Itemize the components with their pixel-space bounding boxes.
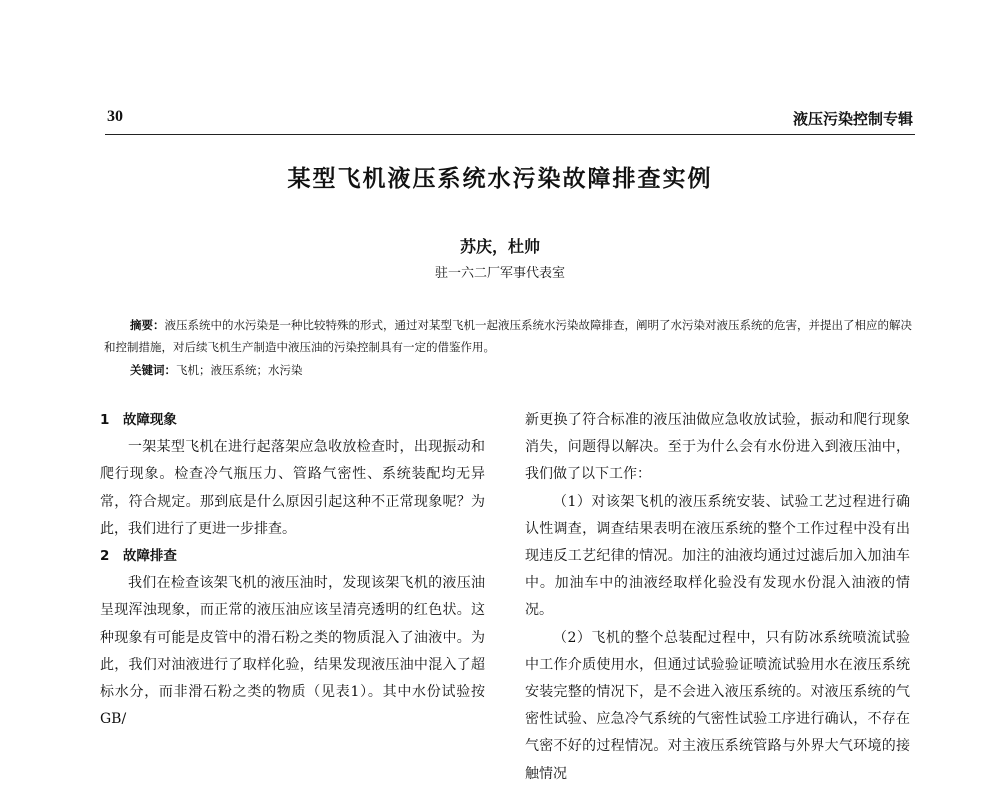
abstract-text: 液压系统中的水污染是一种比较特殊的形式，通过对某型飞机一起液压系统水污染故障排查，阐明了水污染对液压系统的危害，并提出了相应的解决和控制措施，对后续飞机生产制造中液压油的污染控制具有一定的借鉴作用。	[104, 318, 912, 354]
authors: 苏庆，杜帅	[459, 237, 540, 256]
section-heading-2: 2 故障排查	[100, 548, 177, 565]
keywords	[130, 360, 303, 380]
abstract-label: 摘要：	[130, 318, 165, 332]
abstract	[104, 314, 916, 358]
section-2-paragraph: 我们在检查该架飞机的液压油时，发现该架飞机的液压油呈现浑浊现象，而正常的液压油应该呈清亮透明的红色状。这种现象有可能是皮管中的滑石粉之类的物质混入了油液中。为此，我们对油液进行了取样化验，结果发现液压油中混入了超标水分，而非滑石粉之类的物质（见表1）。其中水份试验按GB/	[100, 575, 485, 728]
left-column	[100, 407, 485, 733]
page-number: 30	[107, 108, 123, 125]
right-paragraph-1: 新更换了符合标准的液压油做应急收放试验，振动和爬行现象消失，问题得以解决。至于为什么会有水份进入到液压油中，我们做了以下工作：	[525, 412, 910, 483]
right-paragraph-2: （1）对该架飞机的液压系统安装、试验工艺过程进行确认性调查，调查结果表明在液压系统的整个工作过程中没有出现违反工艺纪律的情况。加注的油液均通过过滤后加入加油车中。加油车中的油液经取样化验没有发现水份混入油液的情况。	[525, 493, 910, 619]
keywords-text: 飞机；液压系统；水污染	[176, 363, 303, 377]
affiliation: 驻一六二厂军事代表室	[434, 266, 565, 281]
right-column	[525, 407, 910, 788]
article-title: 某型飞机液压系统水污染故障排查实例	[287, 166, 713, 192]
right-paragraph-3: （2）飞机的整个总装配过程中，只有防冰系统喷流试验中工作介质使用水，但通过试验验证喷流试验用水在液压系统安装完整的情况下，是不会进入液压系统的。对液压系统的气密性试验、应急冷气系统的气密性试验工序进行确认，不存在气密不好的过程情况。对主液压系统管路与外界大气环境的接触情况	[525, 629, 910, 782]
section-1-paragraph: 一架某型飞机在进行起落架应急收放检查时，出现振动和爬行现象。检查冷气瓶压力、管路气密性、系统装配均无异常，符合规定。那到底是什么原因引起这种不正常现象呢？为此，我们进行了更进一步排查。	[100, 439, 485, 537]
page-header	[105, 108, 915, 135]
journal-section-title: 液压污染控制专辑	[792, 110, 913, 128]
keywords-label: 关键词：	[130, 363, 176, 377]
section-heading-1: 1 故障现象	[100, 412, 177, 428]
